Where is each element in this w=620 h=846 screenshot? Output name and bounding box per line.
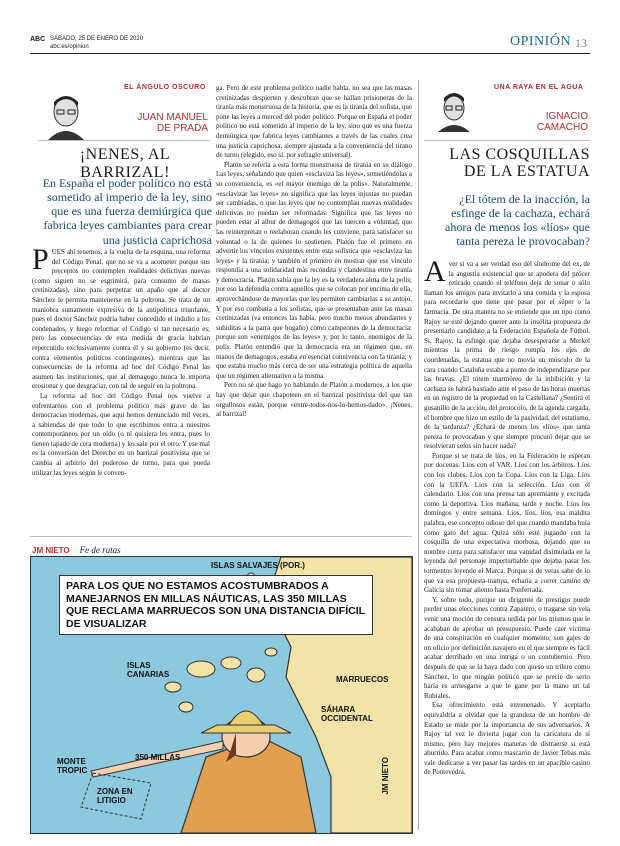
left-byline-rule (38, 140, 210, 141)
left-deck: En España el poder político no está sometido al imperio de la ley, sino que es una fuerza demiúrgica que fabrica leyes cambiantes para crear una justicia caprichosa (42, 176, 212, 247)
label-monte-tropic: MONTE TROPIC (57, 757, 88, 775)
label-sahara: SÁHARA OCCIDENTAL (321, 705, 373, 723)
label-salvajes: ISLAS SALVAJES (POR.) (211, 561, 305, 570)
masthead-logo: ABC (30, 36, 46, 43)
left-author-last: DE PRADA (156, 122, 208, 134)
author-photo-de-prada (40, 88, 92, 140)
cartoon-title: Fe de ratas (79, 545, 121, 555)
right-p3: Y, sobre todo, porque un dirigente de prestigio puede perder unas elecciones contra Zapatero, o tragarse sin vela venir una moción de censura urdida por los mismos que le acababan de aprobar un presupuesto. Puede caer víctima de una conspiración en cualquier momento; son gajes de un oficio por definición navajero en el que siempre es fácil acabar derribado en una intriga o un contubernio. Pero después de que se la haya dado con queso un trilero como Sánchez, lo que ningún político que se precie de serio haría es arriesgarse a que le gane por la mano un tal Rubiales. (424, 595, 590, 700)
right-deck: ¿El tótem de la inacción, la esfinge de la cachaza, echará ahora de menos los «líos» que tanta pereza le provocaban? (445, 192, 590, 249)
left-col2-p2: Platón se refería a esta forma monstruosa de tiranía en su diálogo Las leyes, señalando que quien «esclaviza las leyes», sometiéndolas a su conveniencia, es «el mayor enemigo de la polis». Naturalmente, «esclavizar las leyes» no significa que las leyes injustas no puedan ser cambiadas, o que las leyes que no contemplan nuevas realidades delictivas no puedan ser reformadas. Significa que las leyes no pueden estar al albur de demagogos que las tuercen a voluntad, que las reinterpretan o reelaboran cuando les conviene, para satisfacer su voluntad o la de quienes lo sostienen. Platón fue el primero en advertir los vínculos existentes entre esta sofística que «esclaviza las leyes» y la tiranía; y también el primero en mostrar que ese vínculo respondía a una solidaridad más recóndita y clandestina entre tiranía y democracia. Platón sabía que la ley es la verdadera alma de la polis; por eso la defendía contra aquellos que se colocan por encima de ella, aprovechándose de mayorías que les permiten cambiarlas a su antojo. Y por eso combatía a los sofistas, que se presentaban ante las masas cretinizadas (va entonces las había, pero mucho menos abundantes y subiditas a la parra que hogaño) como campeones de la democracia: porque son «enemigos de las leyes» y, por lo tanto, enemigos de la polis. Platón entendió que la democracia era un régimen que, en manos de demagogos, estaba en esencial connivencia con la tiranía; y que estaba mucho más cerca de ser una estrategia política de aquella que un régimen alternativo a la misma. (216, 160, 412, 380)
left-kicker: EL ÁNGULO OSCURO (124, 84, 206, 91)
right-headline-l1: LAS COSQUILLAS (449, 146, 590, 163)
masthead-rule (30, 53, 590, 54)
label-zona-litigio: ZONA EN LITIGIO (97, 787, 133, 805)
label-marruecos: MARRUECOS (336, 675, 389, 684)
right-dropcap: A (424, 260, 446, 288)
right-p2: Porque si se trata de líos, en la Federación le esperan por docenas. Líos con el VAR. Líos con los árbitros. Líos con los clubes. Líos con la Copa. Líos con la Liga. Líos con la UEFA. Líos con la selección. Líos con el calendario. Líos con una prensa tan apremiante y excitada como la deportiva. Líos mañana, tarde y noche. Líos los domingos y entre semana. Líos, líos, líos, esa maldita palabra, ese concepto odioso del que cuando mandaba huía como gato del agua. Quizá sólo esté jugando con la cosquilla de una expectativa morbosa, dejando que su nombre corra para satisfacer una vanidad disimulada en la leyenda del personaje imperturbable que dejaba pasar los tormentos leyendo el Marca. Porque si de veras sabe de lo que va esa propuesta-trampa, echaría a correr camino de Galicia sin tomar aliento hasta Ponferrada. (424, 451, 590, 595)
left-col2-p3: Pero no sé que hago yo hablando de Platón a modernos, a los que hay que dejar que chapoteen en el barrizal positivista del que tan orgullosos están, porque «entre-todos-nos-lo-hemos-dado». ¡Nenes, al barrizal! (216, 381, 412, 419)
cartoon-speech: PARA LOS QUE NO ESTAMOS ACOSTUMBRADOS A MANEJARNOS EN MILLAS NÁUTICAS, LAS 350 MILLAS QUE RECLAMA MARRUECOS SON UNA DISTANCIA DIFÍCIL DE VISUALIZAR (59, 575, 373, 635)
masthead-date: SÁBADO, 25 DE ENERO DE 2020 (50, 36, 144, 42)
right-column (424, 260, 590, 832)
left-dropcap: P (32, 248, 49, 276)
left-headline: ¡NENES, AL BARRIZAL! (79, 146, 171, 181)
right-author-first: IGNACIO (545, 111, 588, 122)
left-column-1 (32, 248, 210, 540)
cartoon (30, 556, 413, 834)
label-canarias: ISLAS CANARIAS (127, 661, 170, 679)
right-headline-l2: DE LA ESTATUA (463, 163, 590, 180)
right-byline-rule (424, 140, 590, 141)
right-author-last: CAMACHO (536, 121, 588, 133)
left-col2-p1: ga. Pero de este problema político nadie habla, no sea que las masas cretinizadas despierten y descubran que se hallan prisioneras de la tiranía más monstruosa de la historia, que es la tiranía del sofista, que pone las leyes a merced del poder político. Porque en España el poder político no está sometido al imperio de la ley, sino que es una fuerza demiúrgica que fabrica leyes cambiantes a través de las cuales crea una justicia caprichosa, siempre ajustada a la conveniencia del tirano de turno (elegido, eso sí, por sufragio universal). (216, 84, 412, 160)
right-p4: Esa ofrecimiento está envenenado. Y aceptarlo equivaldría a olvidar que la grandeza de un hombre de Estado se mide por la importancia de sus adversarios. A Rajoy tal vez le divierta jugar con la caricatura de sí mismo, pero hay mejores maneras de distraerse si está aburrido. Para acabar como mascarón de Javier Tebas más vale dedicarse a ver pasar las tardes en un apacible casino de Pontevedra. (424, 701, 590, 777)
cartoon-rule (30, 536, 412, 537)
page-number: 13 (575, 36, 587, 50)
right-headline (424, 146, 590, 180)
label-350-millas: 350 MILLAS (135, 753, 181, 762)
left-author-first: JUAN MANUEL (137, 112, 208, 123)
left-column-2 (216, 84, 412, 526)
masthead-url[interactable]: abc.es/opinion (50, 44, 89, 50)
left-byline (120, 113, 208, 134)
portrait-icon (432, 88, 476, 132)
cartoon-artist: JM NIETO (32, 546, 70, 555)
left-col1-p2: La reforma ad hoc del Código Penal nos vuelve a enfrentarnos con el problema político más grave de las democracias modernas, que aquí hemos denunciado mil veces, a sabiendas de que todo lo que escribimos entra a nuestros contemporáneos por un oído (o ni quisiera les entra, pues lo tienen tapado de cera moderna) y les sale por el otro. Y ese mal es la conversión del Derecho en un barrizal positivista que se cambia al arbitrio del poderoso de turno, para que pueda utilizar las leyes según le conven- (32, 391, 210, 477)
author-photo-camacho (432, 88, 476, 132)
portrait-icon (40, 88, 92, 140)
column-divider (418, 80, 419, 830)
right-p1: ver si va a ser verdad eso del síndrome del ex, de la angustia existencial que se apodera del prócer retirado cuando el teléfono deja de sonar o sólo llaman los amigos para invitarlo a una comida y la esposa para recordarle que tiene que pasar por el súper o la farmacia. De otra manera no se entiende que un tipo como Rajoy se esté dejando querer ante la insólita propuesta de presentarlo candidato a la Federación Española de Fútbol. Si, Rajoy, la esfinge que dejaba desesperarse a Merkel mientras la prima de riesgo rompía los ejes de coordenadas, la estatua que no movía un músculo de la cara cuando Cataluña estaba a punto de independizarse por las bravas. ¿El tótem marmóreo de la inhibición y la cachaza se habrá hastiado ante el paso de las horas muertas en un registro de la propiedad en la Castellana? ¿Sentirá el gusanillo de la acción, del protocolo, de la agenda cargada, el hombre que hizo un estilo de la pasividad, del estatismo, de la tardanza? ¿Echará de menos los «líos» que tanta pereza le provocaban y que siempre procuró dejar que se resolvieran solos sin hacer nada? (424, 260, 590, 451)
section-title: OPINIÓN (510, 34, 572, 49)
left-col1-p1: UES ahí tenemos, a la vuelta de la esquina, una reforma del Código Penal, que no se va a acometer porque sus preceptos no contemplen realidades delictivas nuevas (como siguen no se esgrimirá, para consumo de masas cretinizadas), sino para perpetrar un apaño que al doctor Sánchez le permita mantenerse en la poltrona. Se trata de un maniobra sumamente expresiva de la antipolítica triunfante, pues el doctor Sánchez podría haber concedido el indulto a los condenados, y luego reformar el Código si tan necesario es; pero las consecuencias de esta medida de gracia habrían repercutido exclusivamente contra él y su gobierno (es decir, contra elementos políticos contingentes), mientras que las consecuencias de la reforma ad hoc del Código Penal las asumen las instituciones, que al demagogo nunca le importa erosionar y que desgraciar, con tal de seguir en la poltrona. (32, 248, 210, 391)
cartoon-signature: JM NIETO (381, 757, 390, 795)
right-byline (496, 112, 588, 133)
right-kicker: UNA RAYA EN EL AGUA (494, 84, 584, 91)
